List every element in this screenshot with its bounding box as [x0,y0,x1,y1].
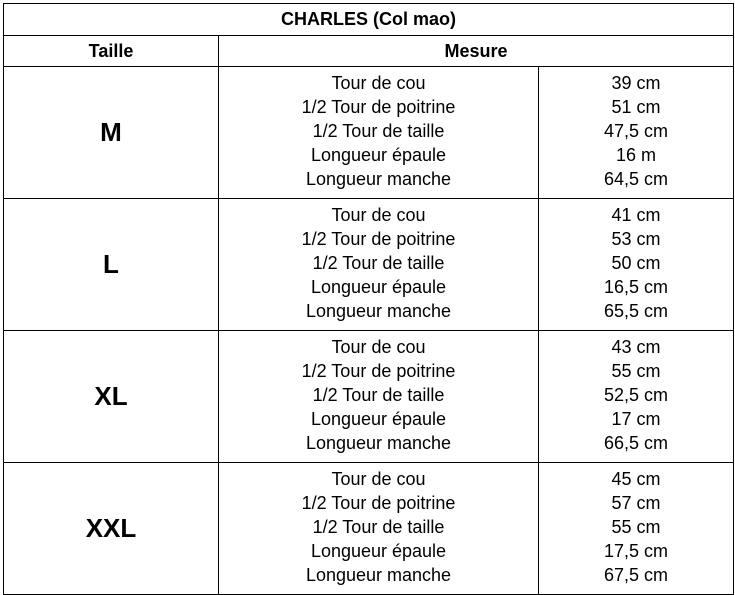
title-row [4,4,734,36]
measure-label: Tour de cou [331,73,426,93]
size-column-header: Taille [4,36,219,67]
measure-value: 64,5 cm [604,169,669,189]
measure-labels-cell [219,463,539,595]
measure-value: 53 cm [611,229,661,249]
measure-label: Longueur épaule [310,145,447,165]
measure-label: 1/2 Tour de taille [312,517,445,537]
measure-value: 67,5 cm [604,565,669,585]
measure-values-cell [539,199,734,331]
measure-value: 51 cm [611,97,661,117]
measure-column-header: Mesure [219,36,734,67]
measure-label: Tour de cou [331,337,426,357]
measure-value: 65,5 cm [604,301,669,321]
measure-label: 1/2 Tour de poitrine [301,97,456,117]
measure-label: 1/2 Tour de poitrine [301,493,456,513]
measure-label: Longueur manche [305,301,452,321]
size-group-row [4,199,734,331]
measure-label: 1/2 Tour de poitrine [301,361,456,381]
measure-value: 45 cm [611,469,661,489]
size-chart-table [3,3,734,595]
size-label: XXL [4,463,219,595]
measure-value: 16,5 cm [604,277,669,297]
measure-value: 47,5 cm [604,121,669,141]
size-group-row [4,67,734,199]
measure-value: 57 cm [611,493,661,513]
measure-label: Tour de cou [331,205,426,225]
measure-value: 41 cm [611,205,661,225]
header-row [4,36,734,67]
measure-value: 55 cm [611,361,661,381]
measure-label: Longueur manche [305,169,452,189]
measure-label: Tour de cou [331,469,426,489]
measure-labels-cell [219,67,539,199]
measure-label: Longueur épaule [310,541,447,561]
measure-label: 1/2 Tour de taille [312,121,445,141]
size-group-row [4,463,734,595]
measure-label: 1/2 Tour de taille [312,253,445,273]
measure-label: Longueur épaule [310,409,447,429]
measure-value: 43 cm [611,337,661,357]
measure-label: Longueur manche [305,433,452,453]
measure-value: 16 m [616,145,657,165]
measure-value: 66,5 cm [604,433,669,453]
measure-label: Longueur manche [305,565,452,585]
measure-value: 39 cm [611,73,661,93]
measure-label: Longueur épaule [310,277,447,297]
measure-values-cell [539,67,734,199]
table-title: CHARLES (Col mao) [4,4,734,36]
size-label: M [4,67,219,199]
measure-value: 17 cm [611,409,661,429]
measure-values-cell [539,331,734,463]
size-group-row [4,331,734,463]
measure-label: 1/2 Tour de taille [312,385,445,405]
measure-value: 52,5 cm [604,385,669,405]
measure-value: 17,5 cm [604,541,669,561]
measure-labels-cell [219,331,539,463]
measure-labels-cell [219,199,539,331]
size-label: XL [4,331,219,463]
size-label: L [4,199,219,331]
measure-value: 55 cm [611,517,661,537]
measure-value: 50 cm [611,253,661,273]
measure-values-cell [539,463,734,595]
measure-label: 1/2 Tour de poitrine [301,229,456,249]
